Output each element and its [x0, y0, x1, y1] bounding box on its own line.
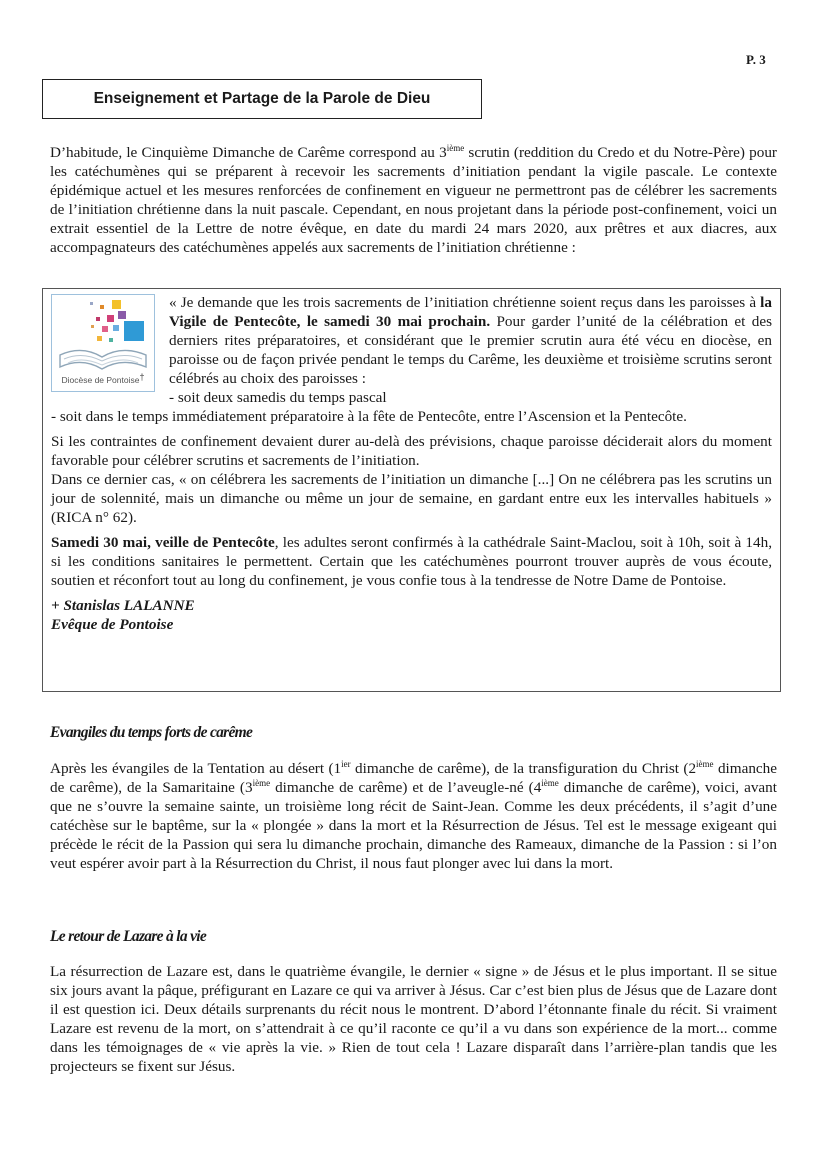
quote-paragraph-2: Si les contraintes de confinement devaient durer au-delà des prévisions, chaque paroisse déciderait alors du moment favorable pour célébrer scrutins et sacrements de l’initiation. — [51, 433, 772, 469]
intro-text-b: scrutin (reddition du Credo et du Notre-Père) pour les catéchumènes qui se préparent à recevoir les sacrements d’initiation pendant la vigile pascale. Le contexte épidémique actuel et les mesures renforcées de confinement en vigueur ne permettront pas de célébrer les sacrements de l’initiation chrétienne dans la nuit pascale. Cependant, en nous projetant dans la période post-confinement, voici un extrait essentiel de la Lettre de notre évêque, en date du mardi 24 mars 2020, aux prêtres et aux diacres, aux accompagnateurs des catéchumènes appelés aux sacrements de l’initiation chrétienne : — [50, 144, 777, 256]
quote-paragraph-4 — [51, 533, 772, 590]
evangiles-text-3: dimanche de carême), de la Samaritaine (3 — [50, 760, 777, 796]
evangiles-sup-4: ième — [541, 778, 559, 788]
signature-name: + Stanislas LALANNE — [51, 597, 195, 614]
quote-paragraph-1 — [51, 293, 772, 388]
diocese-logo — [51, 294, 155, 392]
evangiles-text-2: dimanche de carême), de la transfiguration du Christ (2 — [350, 760, 697, 777]
quote-list-item-2: - soit dans le temps immédiatement préparatoire à la fête de Pentecôte, entre l’Ascension et la Pentecôte. — [51, 408, 687, 425]
diocese-logo-caption — [52, 372, 154, 385]
quote-p4-bold: Samedi 30 mai, veille de Pentecôte — [51, 534, 275, 551]
section-heading-lazare: Le retour de Lazare à la vie — [50, 928, 207, 945]
section-heading-evangiles: Evangiles du temps forts de carême — [50, 724, 253, 741]
lazare-paragraph: La résurrection de Lazare est, dans le quatrième évangile, le dernier « signe » de Jésus et le plus important. Il se situe six jours avant la pâque, préfigurant en Lazare ce qui va arriver à Jésus. Car c’est bien plus de Jésus que de Lazare dont il est question ici. Deux détails surprenants du récit nous le montrent. D’abord l’étonnante finale du récit. Si vraiment Lazare est revenu de la mort, on s’attendrait à ce qu’il raconte ce qu’il a vu dans son expérience de la mort... comme dans les témoignages de « vie après la vie. » Rien de tout cela ! Lazare disparaît dans l’arrière-plan tandis que les projecteurs se fixent sur Jésus. — [50, 963, 777, 1075]
intro-text-a: D’habitude, le Cinquième Dimanche de Carême correspond au 3 — [50, 144, 447, 161]
quote-p1-text-a: « Je demande que les trois sacrements de l’initiation chrétienne soient reçus dans les paroisses à — [169, 294, 761, 311]
evangiles-sup-2: ième — [696, 759, 714, 769]
section-title: Enseignement et Partage de la Parole de Dieu — [93, 90, 431, 107]
quote-p1-bold: la Vigile de Pentecôte, le samedi 30 mai prochain. — [169, 294, 772, 330]
diocese-logo-caption-text: Diocèse de Pontoise — [61, 375, 140, 385]
intro-paragraph — [50, 143, 777, 257]
quote-p1-text-b: Pour garder l’unité de la célébration et des derniers rites préparatoires, et considérant que le premier scrutin aura été vécu en diocèse, en paroisse ou de façon privée pendant le temps du Carême, les deuxième et troisième scrutins seront célébrés au choix des paroisses : — [169, 313, 772, 387]
intro-superscript: ième — [446, 143, 465, 153]
evangiles-text-5: dimanche de carême), voici, avant que ne s’ouvre la semaine sainte, un troisième long récit de Saint-Jean. Comme les deux précédents, il s’agit d’une catéchèse sur le baptême, sur la « plongée » dans la mort et la Résurrection de Jésus. Tel est le message exigeant qui précède le récit de la Passion qui sera lu dimanche prochain, dimanche des Rameaux, dimanche de la Passion : si l’on veut espérer avoir part à la Résurrection du Christ, il nous faut plonger avec lui dans la mort. — [50, 779, 777, 872]
quote-list-item-1: - soit deux samedis du temps pascal — [169, 389, 387, 406]
evangiles-text-4: dimanche de carême) et de l’aveugle-né (4 — [270, 779, 542, 796]
signature-title: Evêque de Pontoise — [51, 616, 174, 633]
page-number: P. 3 — [746, 52, 766, 67]
quote-paragraph-3: Dans ce dernier cas, « on célébrera les sacrements de l’initiation un dimanche [...] On ne célébrera pas les scrutins un jour de solennité, mais un dimanche ou même un jour de semaine, en gardant entre eux les intervalles habituels » (RICA n° 62). — [51, 471, 772, 526]
cross-icon: † — [139, 372, 145, 382]
bishop-letter-quote — [42, 288, 781, 692]
evangiles-paragraph — [50, 759, 777, 873]
evangiles-sup-1: ier — [341, 759, 351, 769]
evangiles-text-1: Après les évangiles de la Tentation au désert (1 — [50, 760, 342, 777]
section-title-box — [42, 79, 482, 119]
evangiles-sup-3: ième — [252, 778, 271, 788]
quote-p4-text: , les adultes seront confirmés à la cathédrale Saint-Maclou, soit à 10h, soit à 14h, si les conditions sanitaires le permettent. Certain que les catéchumènes pourront trouver auprès de vous écoute, soutien et réconfort tout au long du confinement, je vous confie tous à la tendresse de Notre Dame de Pontoise. — [51, 534, 772, 589]
